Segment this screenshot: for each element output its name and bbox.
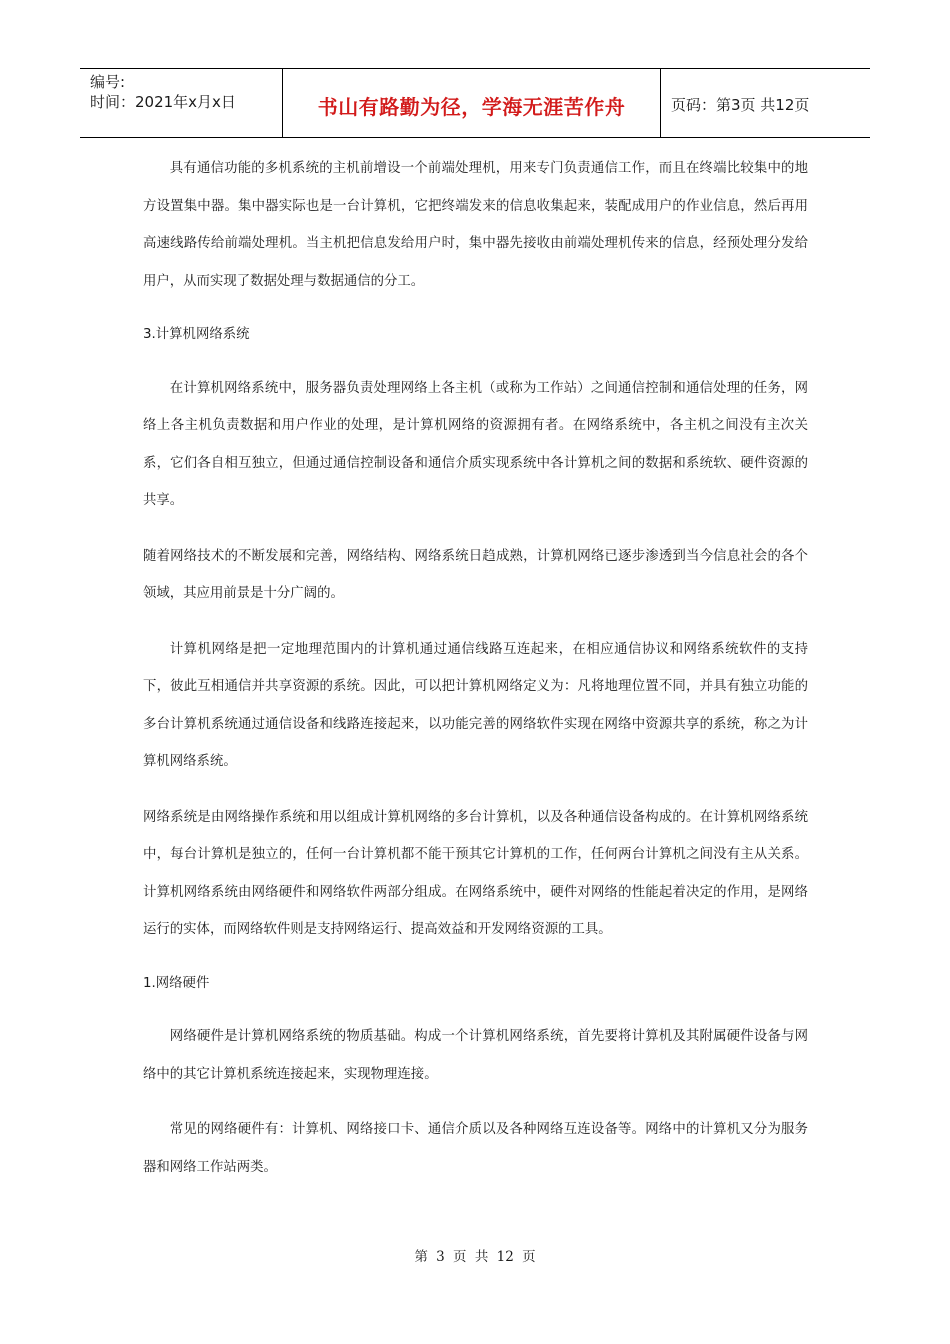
paragraph-front-end-processor: 具有通信功能的多机系统的主机前增设一个前端处理机，用来专门负责通信工作，而且在终端比较集中的地方设置集中器。集中器实际也是一台计算机，它把终端发来的信息收集起来，装配成用户的作业信息，然后再用高速线路传给前端处理机。当主机把信息发给用户时，集中器先接收由前端处理机传来的信息，经预处理分发给用户，从而实现了数据处理与数据通信的分工。 (143, 161, 808, 289)
header-left-cell (80, 69, 283, 137)
document-body (143, 150, 808, 1186)
paragraph-server-role: 在计算机网络系统中，服务器负责处理网络上各主机（或称为工作站）之间通信控制和通信处理的任务，网络上各主机负责数据和用户作业的处理，是计算机网络的资源拥有者。在网络系统中，各主机之间没有主次关系，它们各自相互独立，但通过通信控制设备和通信介质实现系统中各计算机之间的数据和系统软、硬件资源的共享。 (143, 380, 808, 508)
header-page-info: 页码：第3页 共12页 (671, 96, 810, 114)
page-footer: 第 3 页 共 12 页 (414, 1249, 536, 1265)
document-number-label: 编号: (90, 73, 126, 91)
paragraph-network-development: 随着网络技术的不断发展和完善，网络结构、网络系统日趋成熟，计算机网络已逐步渗透到当今信息社会的各个领域，其应用前景是十分广阔的。 (143, 548, 808, 601)
document-time-label: 时间：2021年x月x日 (90, 93, 236, 111)
paragraph-network-composition: 网络系统是由网络操作系统和用以组成计算机网络的多台计算机，以及各种通信设备构成的。在计算机网络系统中，每台计算机是独立的，任何一台计算机都不能干预其它计算机的工作，任何两台计算机之间没有主从关系。计算机网络系统由网络硬件和网络软件两部分组成。在网络系统中，硬件对网络的性能起着决定的作用，是网络运行的实体，而网络软件则是支持网络运行、提高效益和开发网络资源的工具。 (143, 809, 808, 937)
paragraph-hardware-foundation: 网络硬件是计算机网络系统的物质基础。构成一个计算机网络系统，首先要将计算机及其附属硬件设备与网络中的其它计算机系统连接起来，实现物理连接。 (143, 1029, 808, 1082)
header-page-cell (661, 69, 870, 137)
header-motto: 书山有路勤为径，学海无涯苦作舟 (317, 94, 626, 119)
paragraph-network-definition: 计算机网络是把一定地理范围内的计算机通过通信线路互连起来，在相应通信协议和网络系统软件的支持下，彼此互相通信并共享资源的系统。因此，可以把计算机网络定义为：凡将地理位置不同，并具有独立功能的多台计算机系统通过通信设备和线路连接起来，以功能完善的网络软件实现在网络中资源共享的系统，称之为计算机网络系统。 (143, 641, 808, 769)
section-heading-network-system: 3.计算机网络系统 (143, 327, 250, 342)
section-heading-network-hardware: 1.网络硬件 (143, 975, 210, 991)
page-header (80, 68, 870, 138)
paragraph-common-hardware: 常见的网络硬件有：计算机、网络接口卡、通信介质以及各种网络互连设备等。网络中的计算机又分为服务器和网络工作站两类。 (143, 1122, 808, 1175)
header-motto-cell (283, 69, 661, 137)
